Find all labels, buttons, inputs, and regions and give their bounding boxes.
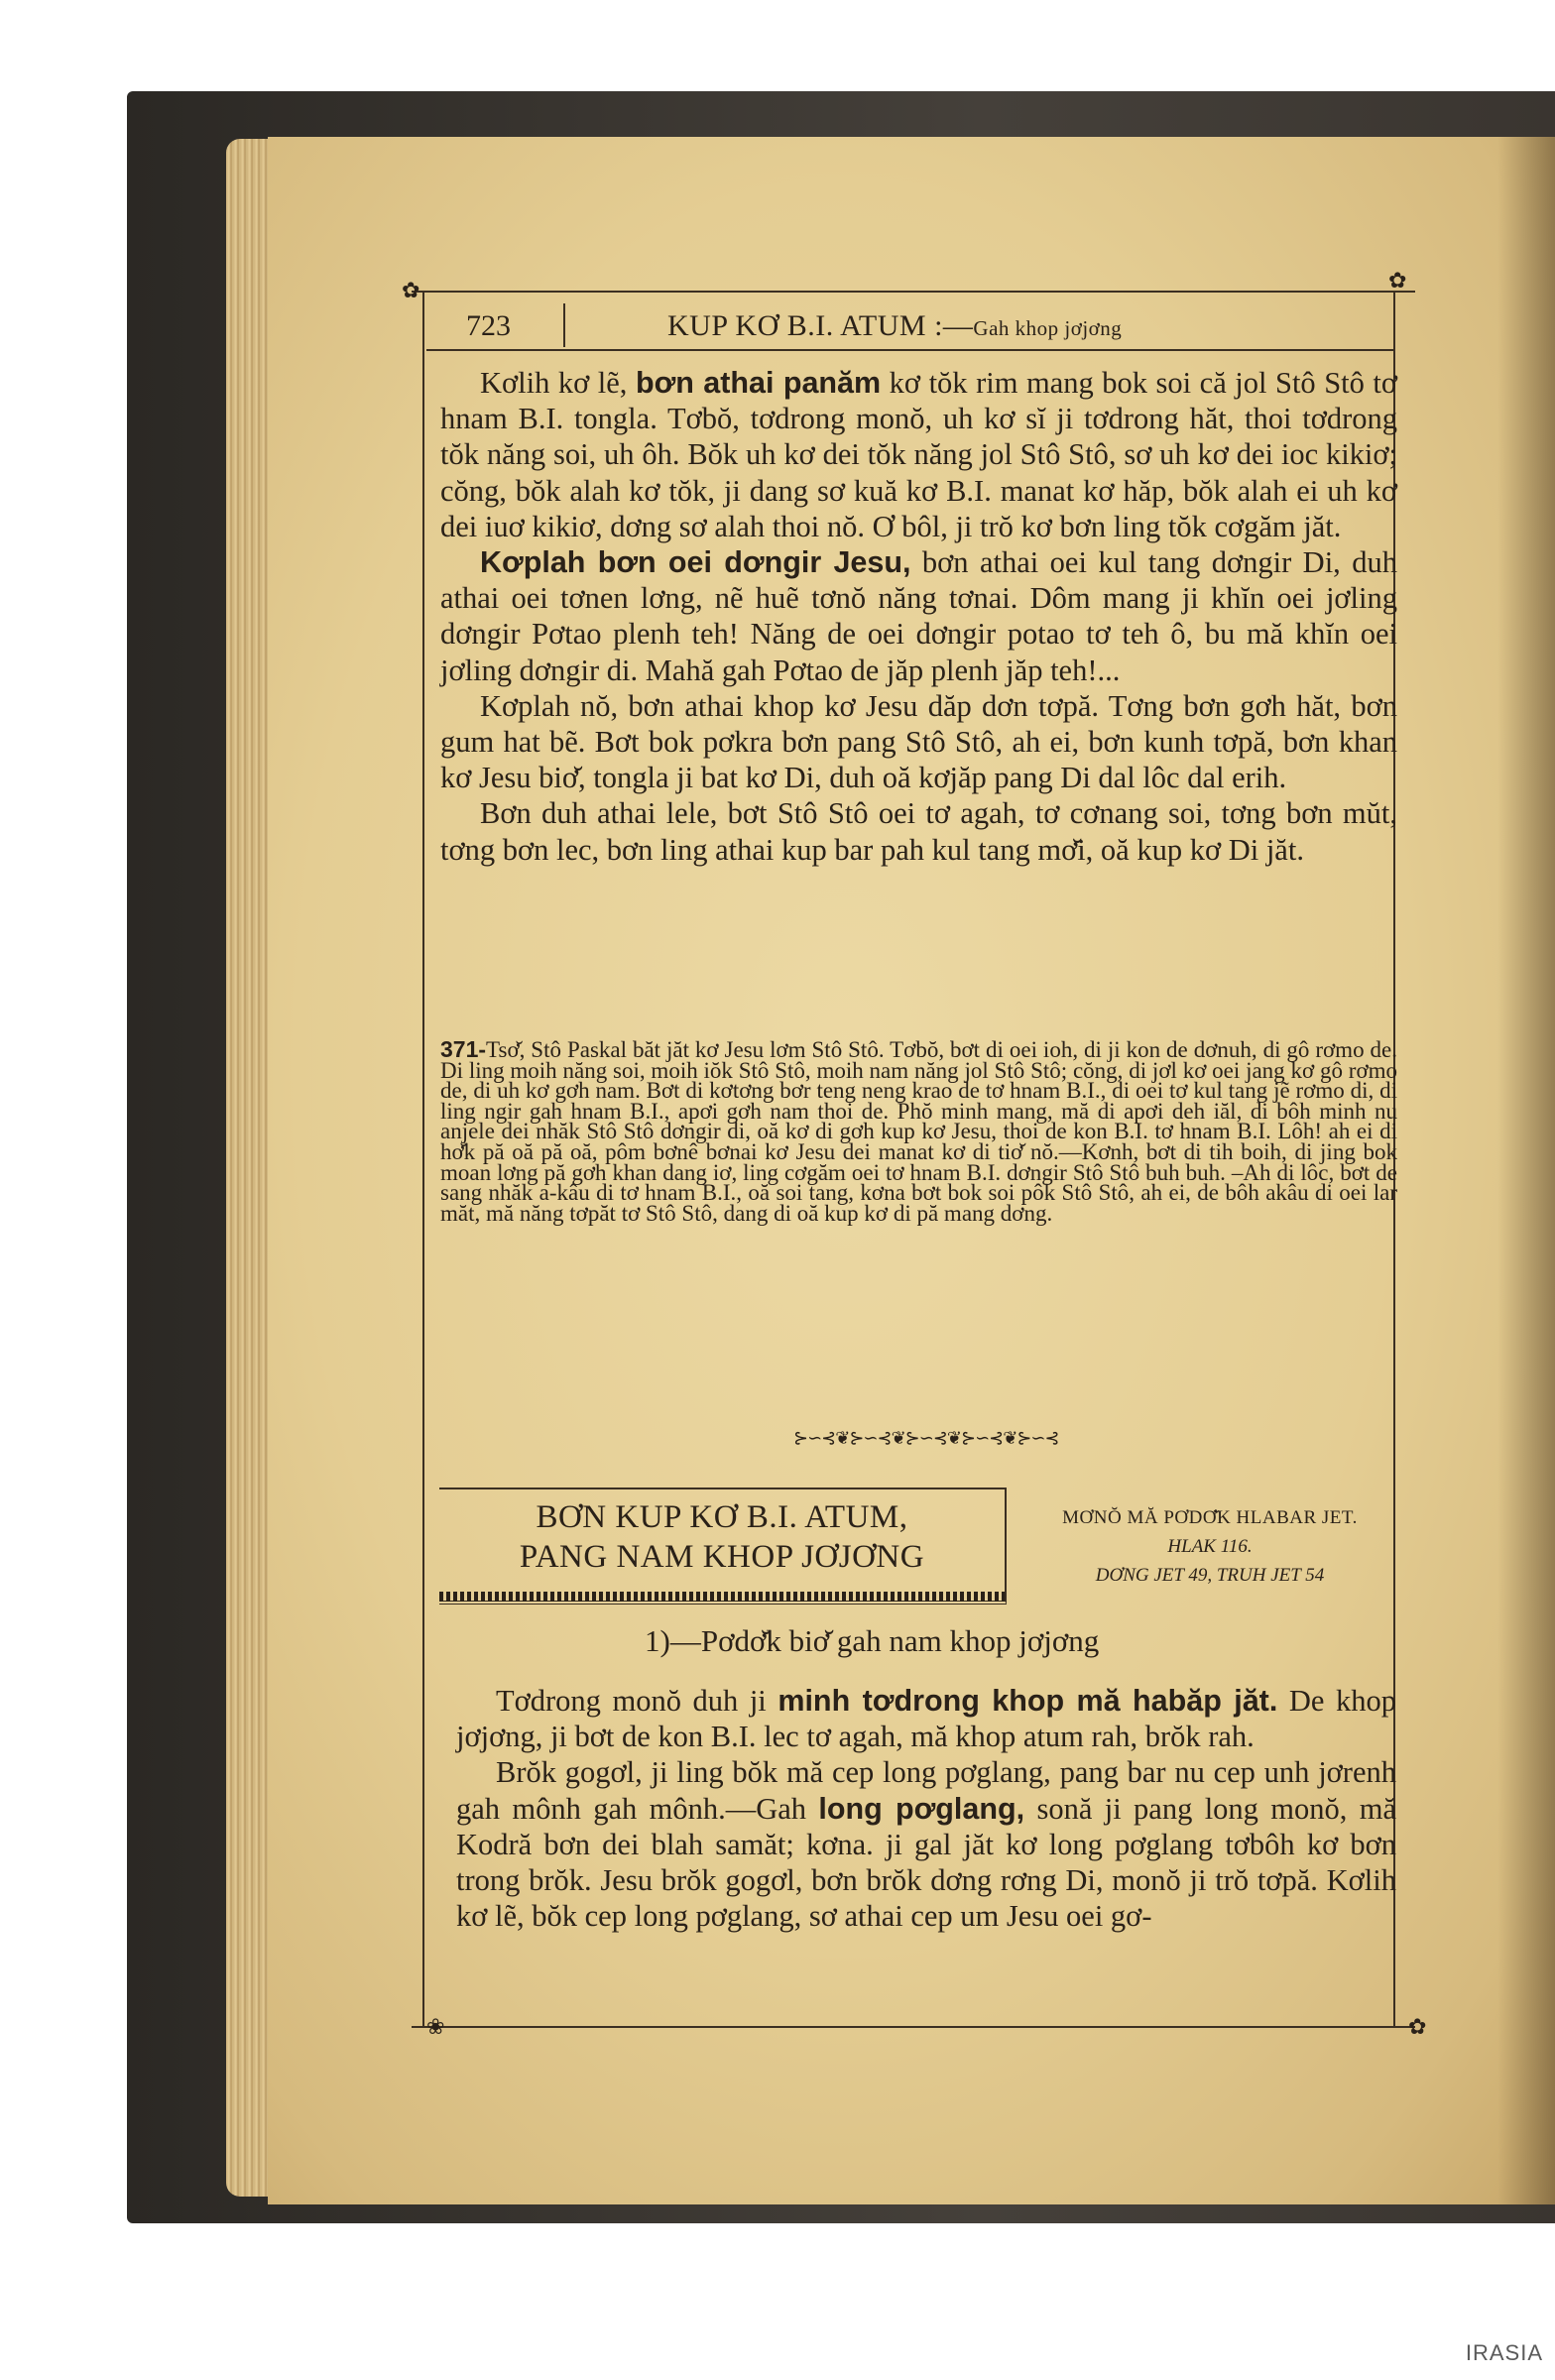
frame-bottom-rule	[412, 2026, 1415, 2028]
running-head	[667, 309, 1122, 343]
text-run: Kơlih kơ lẽ,	[480, 366, 636, 400]
hymn-title-line: PANG NAM KHOP JƠJƠNG	[519, 1539, 925, 1575]
body-text	[440, 365, 1397, 868]
frame-left-rule	[422, 291, 424, 2026]
text-run: kơ tŏk rim mang bok soi că jol Stô Stô tơ hnam B.I. tongla. Tơbŏ, tơdrong monŏ, uh kơ sĭ ji tơdrong hăt, thoi tơdrong tŏk năng soi, uh ôh. Bŏk uh kơ dei tŏk năng jol Stô Stô, sơ uh kơ dei ioc kikiơ; cŏng, bŏk alah kơ tŏk, ji dang sơ kuă kơ B.I. manat kơ hăp, bŏk alah ei uh kơ dei iuơ kikiơ, dơng sơ alah thoi nŏ. Ơ bôl, ji trŏ kơ bơn ling tŏk cơgăm jăt.	[440, 366, 1398, 543]
hymn-title-box	[439, 1488, 1007, 1605]
bold-run: long pơglang,	[818, 1791, 1025, 1826]
bold-run: minh tơdrong khop mă habăp jăt.	[778, 1684, 1278, 1718]
hymn-reference	[1012, 1503, 1408, 1590]
paragraph: Kơplah nŏ, bơn athai khop kơ Jesu dăp dơn tơpă. Tơng bơn gơh hăt, bơn gum hat bẽ. Bơt bok pơkra bơn pang Stô Stô, ah ei, bơn kunh tơpă, bơn khan kơ Jesu biơ̆, tongla ji bat kơ Di, duh oă kơjăp pang Di dal lôc dal erih.	[440, 688, 1397, 795]
note-text: Tsơ̆, Stô Paskal băt jăt kơ Jesu lơm Stô Stô. Tơbŏ, bơt di oei ioh, di ji kon de dơnuh, di gô rơmo de. Di ling moih năng soi, moih iŏk Stô Stô, moih nam năng jol Stô Stô; cŏng, di jơl kơ oei jang kơ gô rơmo de, di uh kơ gơh nam. Bơt di kơtơng bơr teng neng krao de tơ hnam B.I., di oei tơ kul tang jẽ rơmo di, di ling ngir gah hnam B.I., apơi gơh nam thoi de. Phŏ minh mang, mă di apơi deh iăl, di bôh minh nu anjele dei nhăk Stô Stô dơngir di, oă kơ di gơh kup kơ Jesu, thoi de kon B.I. tơ hnam B.I. Lôh! ah ei di hơ̆k pă oă pă oă, pôm bơnê bơnai kơ Jesu dei manat kơ di tiơ̆ nŏ.—Kơnh, bơt di tih boih, di jing bok moan lơng pă gơh khan dang iơ, ling cơgăm oei tơ hnam B.I. dơngir Stô Stô buh buh. –Ah di lôc, bơt de sang nhăk a-kâu di tơ hnam B.I., oă soi tang, kơna bơt bok soi pôk Stô Stô, ah ei, de bôh akâu di oei lar măt, mă năng tơpăt tơ Stô Stô, dang di oă kup kơ di pă mang dơng.	[440, 1037, 1397, 1226]
note-number: 371-	[440, 1036, 487, 1062]
section-body	[456, 1683, 1396, 1934]
watermark: IRASIA	[1465, 2340, 1543, 2365]
paragraph	[456, 1683, 1396, 1754]
paragraph	[456, 1754, 1396, 1934]
paragraph	[440, 544, 1397, 688]
section-title: 1)—Pơdơ̆k biơ̆ gah nam khop jơjơng	[645, 1623, 1100, 1658]
footnote-story	[440, 1036, 1397, 1226]
gutter-shadow	[1497, 137, 1555, 2204]
hymn-reference-line: HLAK 116.	[1167, 1536, 1253, 1557]
page-number: 723	[466, 309, 511, 342]
hymn-reference-line: DƠNG JET 49, TRUH JET 54	[1095, 1565, 1325, 1586]
hymn-title-line: BƠN KUP KƠ B.I. ATUM,	[536, 1499, 908, 1535]
text-run: De khop jơjơng, ji bơt de kon B.I. lec tơ agah, mă khop atum rah, brŏk rah.	[456, 1684, 1396, 1754]
text-run: bơn athai oei kul tang dơngir Di, duh athai oei tơnen lơng, nẽ huẽ tơnŏ năng tơnai. Dôm mang ji khĭn oei jơling dơngir Pơtao plenh teh! Năng de oei dơngir potao tơ teh ô, bu mă khĭn oei jơling dơngir di. Mahă gah Pơtao de jăp plenh jăp teh!...	[440, 545, 1397, 687]
running-header	[426, 298, 1393, 351]
header-divider	[563, 303, 565, 347]
corner-ornament-icon: ✿	[1408, 2014, 1427, 2039]
frame-top-rule	[412, 291, 1415, 293]
ornamental-band	[439, 1592, 1005, 1602]
text-run: sonă ji pang long monŏ, mă Kodră bơn dei blah samăt; kơna. ji gal jăt kơ long pơglang tơbôh kơ bơn trong brŏk. Jesu brŏk gogơl, bơn brŏk dơng rơng Di, monŏ ji trŏ tơpă. Kơlih kơ lẽ, bŏk cep long pơglang, sơ athai cep um Jesu oei gơ-	[456, 1791, 1396, 1934]
corner-ornament-icon: ❀	[426, 2014, 445, 2039]
bold-run: Kơplah bơn oei dơngir Jesu,	[480, 545, 911, 580]
bold-run: bơn athai panăm	[635, 366, 882, 400]
flourish-divider-icon: ⊱∽⊰❦⊱∽⊰❦⊱∽⊰❦⊱∽⊰❦⊱∽⊰	[793, 1428, 1059, 1448]
corner-ornament-icon: ✿	[1388, 268, 1407, 293]
text-run: Brŏk gogơl, ji ling bŏk mă cep long pơglang, pang bar nu cep unh jơrenh gah mônh gah mônh.—Gah	[456, 1755, 1396, 1826]
text-run: Tơdrong monŏ duh ji	[496, 1684, 778, 1718]
running-head-title: KUP KƠ B.I. ATUM :—	[667, 309, 974, 342]
corner-ornament-icon: ✿	[402, 278, 420, 302]
paragraph	[440, 365, 1397, 544]
running-head-subtitle: Gah khop jơjơng	[973, 316, 1123, 340]
hymn-reference-line: MƠNŎ MĂ PƠDƠ̆K HLABAR JET.	[1062, 1507, 1358, 1528]
paragraph: Bơn duh athai lele, bơt Stô Stô oei tơ agah, tơ cơnang soi, tơng bơn mŭt, tơng bơn lec, bơn ling athai kup bar pah kul tang mơ̆i, oă kup kơ Di jăt.	[440, 796, 1397, 867]
